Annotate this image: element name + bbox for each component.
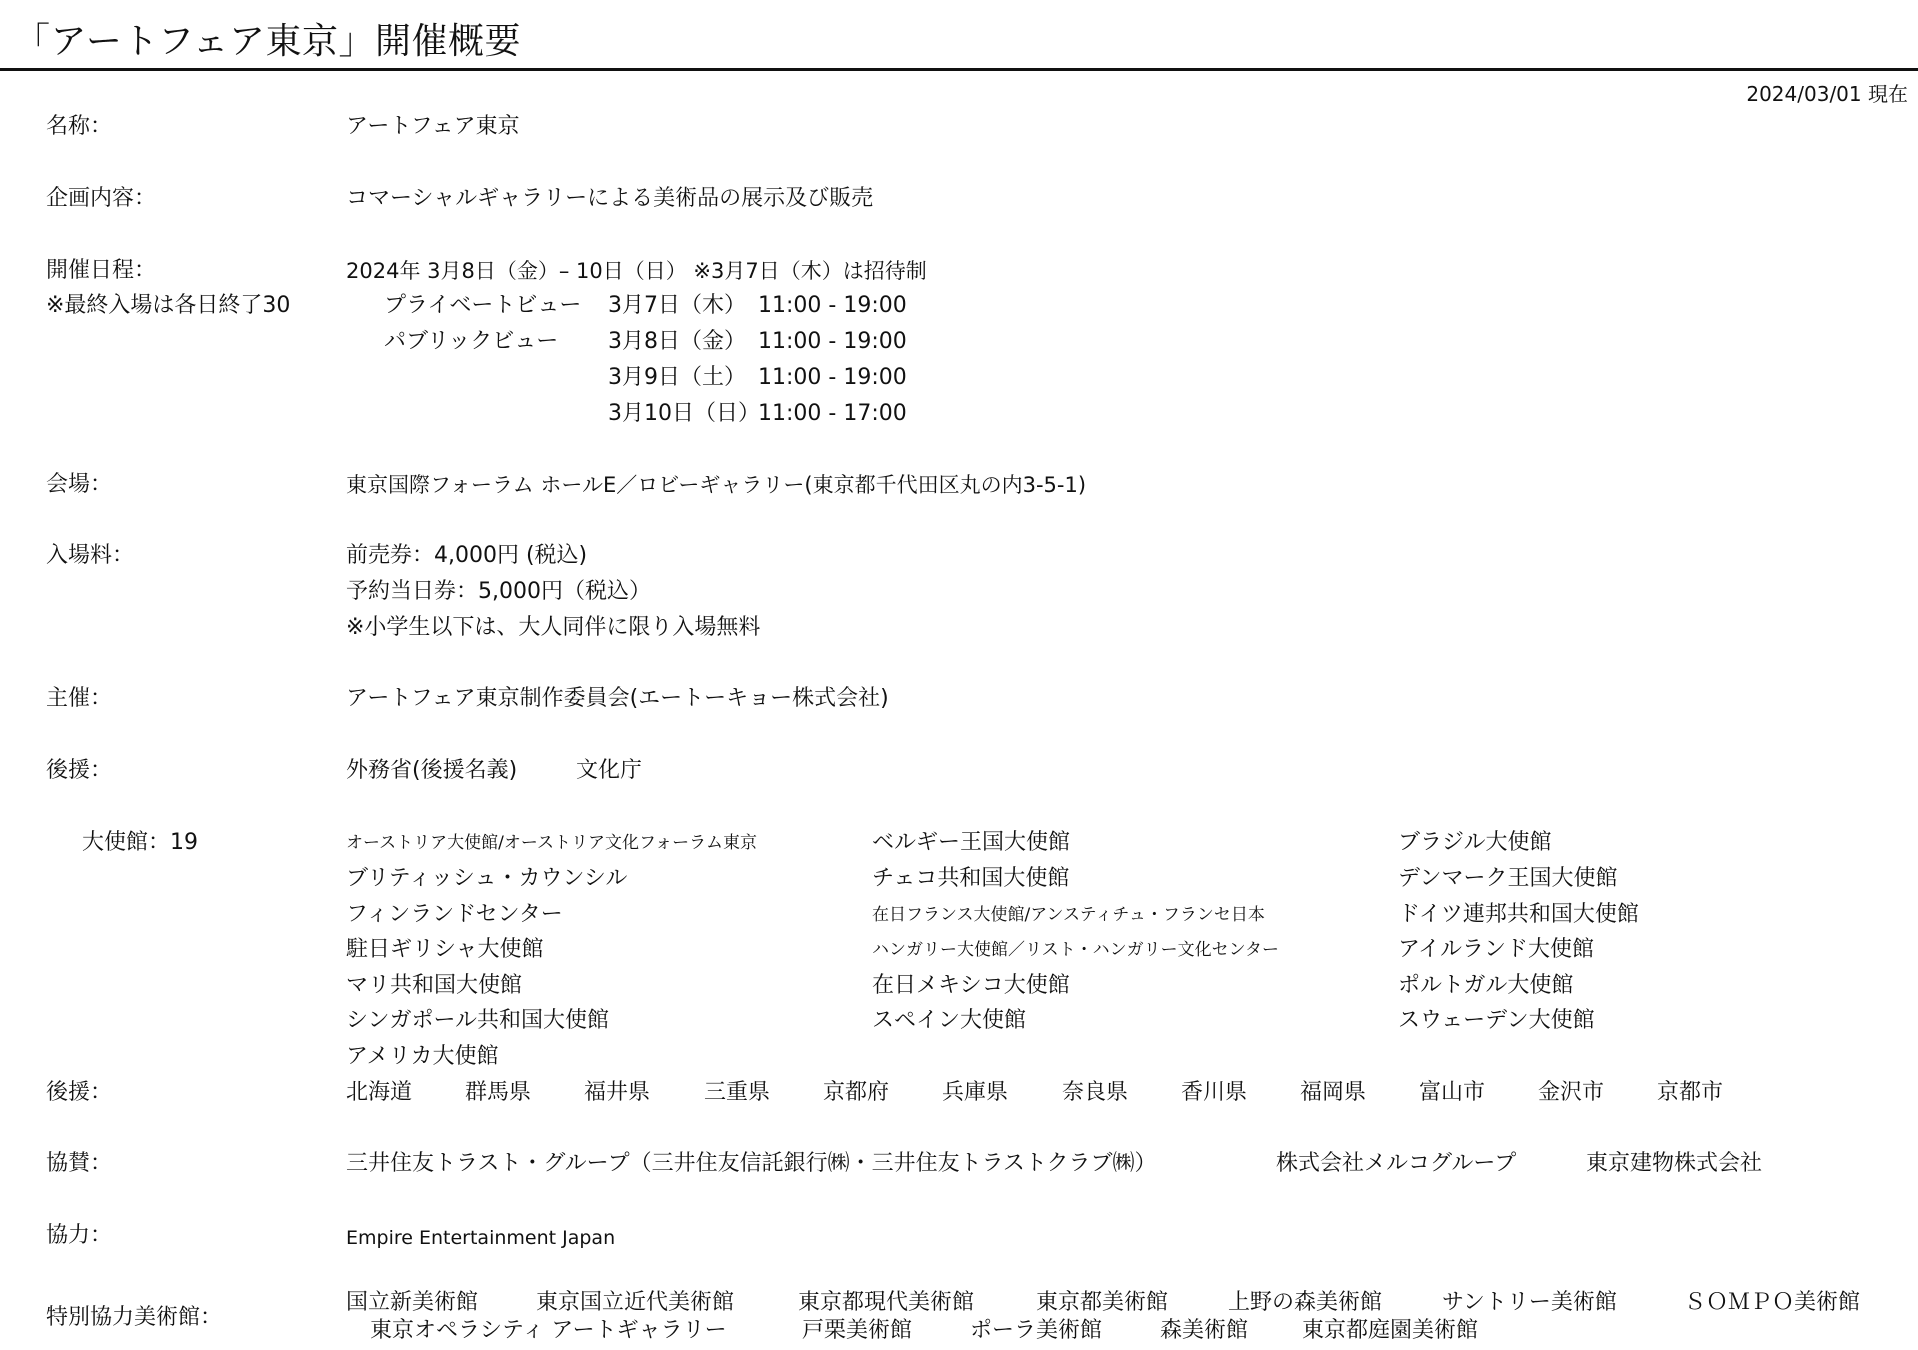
support-item: 外務省(後援名義) — [346, 758, 518, 783]
schedule-label: 開催日程： — [46, 258, 157, 283]
name-label: 名称： — [46, 114, 113, 139]
museum-item: 上野の森美術館 — [1228, 1290, 1383, 1315]
regional-support-item: 奈良県 — [1062, 1080, 1129, 1105]
museum-item: ポーラ美術館 — [970, 1318, 1103, 1343]
embassy-item: ブリティッシュ・カウンシル — [346, 866, 628, 891]
embassy-item: 駐日ギリシャ大使館 — [346, 937, 544, 962]
embassy-item: ドイツ連邦共和国大使館 — [1398, 902, 1639, 927]
regional-support-item: 群馬県 — [465, 1080, 532, 1105]
embassy-item: シンガポール共和国大使館 — [346, 1008, 610, 1033]
embassy-item: ハンガリー大使館／リスト・ハンガリー文化センター — [872, 940, 1279, 960]
regional-support-item: 福井県 — [584, 1080, 651, 1105]
name-value: アートフェア東京 — [346, 114, 520, 139]
schedule-summary: 2024年 3月8日（金）– 10日（日） ※3月7日（木）は招待制 — [346, 259, 927, 283]
embassy-item: アイルランド大使館 — [1398, 937, 1595, 962]
regional-support-label: 後援： — [46, 1080, 113, 1105]
support-item: 文化庁 — [576, 758, 643, 783]
embassy-item: アメリカ大使館 — [346, 1044, 499, 1069]
museum-item: 東京都庭園美術館 — [1302, 1318, 1479, 1343]
museum-item: 戸栗美術館 — [802, 1318, 913, 1343]
sponsor-item: 三井住友トラスト・グループ（三井住友信託銀行㈱・三井住友トラストクラブ㈱） — [346, 1151, 1157, 1176]
regional-support-item: 京都府 — [823, 1080, 890, 1105]
embassy-item: チェコ共和国大使館 — [872, 866, 1070, 891]
concept-value: コマーシャルギャラリーによる美術品の展示及び販売 — [346, 186, 874, 211]
sponsor-item: 株式会社メルコグループ — [1276, 1151, 1517, 1176]
regional-support-item: 三重県 — [704, 1080, 771, 1105]
admission-line: ※小学生以下は、大人同伴に限り入場無料 — [346, 615, 761, 640]
schedule-row-time: 11:00 - 19:00 — [758, 329, 907, 354]
cooperation-value: Empire Entertainment Japan — [346, 1227, 616, 1249]
admission-label: 入場料： — [46, 543, 135, 568]
embassies-label: 大使館：19 — [82, 830, 198, 855]
regional-support-item: 金沢市 — [1538, 1080, 1605, 1105]
title-divider — [0, 68, 1918, 71]
embassy-item: スペイン大使館 — [872, 1008, 1027, 1033]
support-label: 後援： — [46, 758, 113, 783]
schedule-row-date: 3月7日（木） — [608, 293, 746, 318]
organizer-value: アートフェア東京制作委員会(エートーキョー株式会社) — [346, 686, 889, 711]
embassy-item: ブラジル大使館 — [1398, 830, 1552, 855]
regional-support-item: 兵庫県 — [942, 1080, 1009, 1105]
schedule-note: ※最終入場は各日終了30 — [46, 293, 291, 318]
as-of-date: 2024/03/01 現在 — [1746, 82, 1908, 106]
schedule-row-time: 11:00 - 17:00 — [758, 401, 907, 426]
museum-item: 東京国立近代美術館 — [536, 1290, 735, 1315]
museum-item: サントリー美術館 — [1442, 1290, 1617, 1315]
schedule-row-date: 3月8日（金） — [608, 329, 746, 354]
cooperation-label: 協力： — [46, 1223, 113, 1248]
regional-support-item: 京都市 — [1657, 1080, 1724, 1105]
museum-item: 森美術館 — [1160, 1318, 1249, 1343]
regional-support-item: 富山市 — [1419, 1080, 1486, 1105]
schedule-row-time: 11:00 - 19:00 — [758, 293, 907, 318]
schedule-row-date: 3月9日（土） — [608, 365, 746, 390]
regional-support-item: 香川県 — [1181, 1080, 1248, 1105]
admission-line: 予約当日券：5,000円（税込） — [346, 579, 651, 604]
admission-line: 前売券：4,000円 (税込) — [346, 543, 588, 568]
embassy-item: デンマーク王国大使館 — [1398, 866, 1618, 891]
museum-item: ＳＯＭＰＯ美術館 — [1684, 1290, 1861, 1315]
embassy-item: 在日フランス大使館/アンスティチュ・フランセ日本 — [872, 905, 1265, 925]
schedule-row-date: 3月10日（日） — [608, 401, 760, 426]
embassy-item: ポルトガル大使館 — [1398, 973, 1574, 998]
sponsors-label: 協賛： — [46, 1151, 113, 1176]
museum-item: 東京都美術館 — [1036, 1290, 1169, 1315]
venue-label: 会場： — [46, 472, 113, 497]
embassy-item: マリ共和国大使館 — [346, 973, 523, 998]
sponsor-item: 東京建物株式会社 — [1586, 1151, 1763, 1176]
museum-item: 東京オペラシティ アートギャラリー — [370, 1318, 727, 1343]
organizer-label: 主催： — [46, 686, 113, 711]
public-view-label: パブリックビュー — [384, 329, 559, 354]
venue-value: 東京国際フォーラム ホールE／ロビーギャラリー(東京都千代田区丸の内3-5-1) — [346, 473, 1087, 497]
page-title: 「アートフェア東京」開催概要 — [14, 21, 522, 62]
museums-label: 特別協力美術館： — [46, 1305, 223, 1330]
embassy-item: スウェーデン大使館 — [1398, 1008, 1595, 1033]
regional-support-item: 福岡県 — [1300, 1080, 1367, 1105]
concept-label: 企画内容： — [46, 186, 157, 211]
embassy-item: 在日メキシコ大使館 — [872, 973, 1070, 998]
schedule-row-time: 11:00 - 19:00 — [758, 365, 907, 390]
embassy-item: オーストリア大使館/オーストリア文化フォーラム東京 — [346, 833, 758, 853]
embassy-item: フィンランドセンター — [346, 902, 563, 927]
embassy-item: ベルギー王国大使館 — [872, 830, 1071, 855]
private-view-label: プライベートビュー — [384, 293, 582, 318]
museum-item: 東京都現代美術館 — [798, 1290, 975, 1315]
regional-support-item: 北海道 — [346, 1080, 413, 1105]
museum-item: 国立新美術館 — [346, 1290, 479, 1315]
